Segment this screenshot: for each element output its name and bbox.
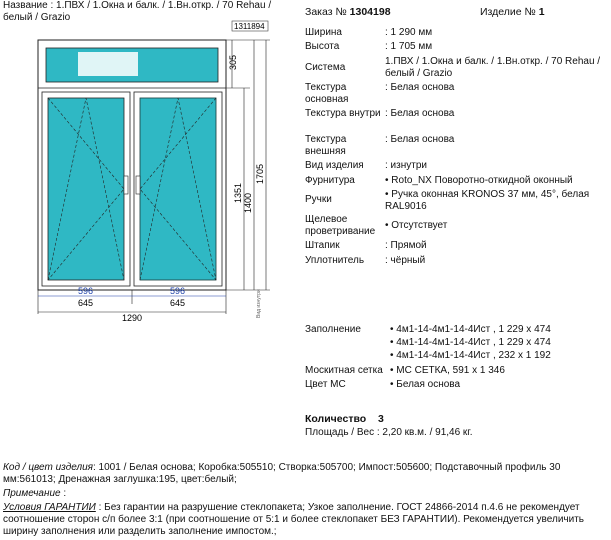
dim-top-height: 305	[228, 54, 238, 70]
prop-key: Высота	[305, 41, 340, 52]
order-number	[305, 6, 391, 18]
prop-key: Штапик	[305, 240, 340, 251]
product-title: Название : 1.ПВХ / 1.Окна и балк. / 1.Вн.откр. / 70 Rehau / белый / Grazio	[3, 0, 272, 23]
prop-key: Ширина	[305, 27, 342, 38]
mosquito-color-value: • Белая основа	[390, 379, 461, 390]
quantity-label: Количество	[305, 413, 367, 425]
dim-total-height: 1705	[255, 163, 265, 184]
note-text: :	[60, 488, 67, 499]
code-label: Код / цвет изделия	[3, 462, 93, 473]
horizontal-dimensions	[38, 290, 226, 314]
note-label: Примечание	[3, 488, 61, 499]
filling-row: • 4м1-14-4м1-14-4Ист , 232 x 1 192	[390, 350, 551, 361]
filling-row: • 4м1-14-4м1-14-4Ист , 1 229 x 474	[390, 324, 551, 335]
prop-value: 1.ПВХ / 1.Окна и балк. / 1.Вн.откр. / 70 Rehau / белый / Grazio	[385, 56, 601, 79]
dim-right-glass: 596	[170, 286, 186, 296]
mosquito-value: • МС СЕТКА, 591 x 1 346	[390, 365, 505, 376]
mosquito-color-label: Цвет МС	[305, 379, 346, 390]
dim-mid-height: 1351	[233, 182, 243, 203]
prop-value: • Ручка оконная KRONOS 37 мм, 45°, белая RAL9016	[385, 189, 590, 212]
prop-key: Ручки	[305, 194, 332, 205]
prop-value: • Roto_NX Поворотно-откидной оконный	[385, 175, 573, 186]
note-line	[3, 488, 609, 500]
warranty-line	[3, 502, 609, 538]
prop-value: : Прямой	[385, 240, 427, 251]
filling-row: • 4м1-14-4м1-14-4Ист , 1 229 x 474	[390, 337, 551, 348]
prop-key: Текстура внешняя	[305, 134, 347, 157]
area-weight: Площадь / Вес : 2,20 кв.м. / 91,46 кг.	[305, 427, 473, 438]
left-handle-icon	[124, 176, 128, 194]
item-value: 1	[538, 6, 545, 18]
prop-value: • Отсутствует	[385, 220, 448, 231]
bottom-notes	[3, 462, 609, 538]
left-glass	[48, 98, 124, 280]
code-label: 1311894	[234, 22, 265, 31]
dim-left-sash: 645	[78, 298, 94, 308]
product-code-line	[3, 462, 609, 486]
transom-label-box	[78, 52, 138, 76]
prop-key: Вид изделия	[305, 160, 364, 171]
order-label: Заказ №	[305, 6, 347, 18]
item-number	[480, 6, 545, 18]
window-drawing	[0, 18, 300, 323]
prop-key: Уплотнитель	[305, 255, 365, 266]
quantity-value: 3	[378, 413, 384, 425]
prop-key: Текстура внутри	[305, 108, 381, 119]
prop-value: : 1 705 мм	[385, 41, 433, 52]
prop-value: : Белая основа	[385, 134, 455, 145]
dim-inner-height: 1400	[243, 192, 253, 213]
mosquito-label: Москитная сетка	[305, 365, 383, 376]
prop-value: : 1 290 мм	[385, 27, 433, 38]
prop-value: : Белая основа	[385, 108, 455, 119]
dim-right-sash: 645	[170, 298, 186, 308]
warranty-text: : Без гарантии на разрушение стеклопакета; Узкое заполнение. ГОСТ 24866-2014 п.4.6 не рекомендует соотношение сторон с/п более 3:1 (при соотношение от 5:1 и более стеклопакет БЕЗ ГАРАНТИИ). Рекомендуется увеличить ширину заполнения или разделить заполнение импостом.;	[3, 502, 584, 537]
code-text: : 1001 / Белая основа; Коробка:505510; Створка:505700; Импост:505600; Подставочный профиль 30 мм:561013; Дренажная заглушка:195, цвет:белый;	[3, 462, 561, 485]
item-label: Изделие №	[480, 6, 536, 18]
view-note: Вид изнутри	[256, 289, 262, 318]
prop-key: Фурнитура	[305, 175, 355, 186]
warranty-label: Условия ГАРАНТИИ	[3, 502, 96, 513]
filling-label: Заполнение	[305, 324, 361, 335]
right-handle-icon	[136, 176, 140, 194]
order-value: 1304198	[349, 6, 391, 18]
dim-left-glass: 596	[78, 286, 94, 296]
prop-value: : чёрный	[385, 255, 426, 266]
prop-key: Система	[305, 62, 346, 73]
right-glass	[140, 98, 216, 280]
prop-value: : изнутри	[385, 160, 427, 171]
prop-key: Щелевое проветривание	[305, 214, 376, 237]
prop-key: Текстура основная	[305, 82, 349, 105]
dim-total-width: 1290	[122, 313, 143, 323]
prop-value: : Белая основа	[385, 82, 455, 93]
